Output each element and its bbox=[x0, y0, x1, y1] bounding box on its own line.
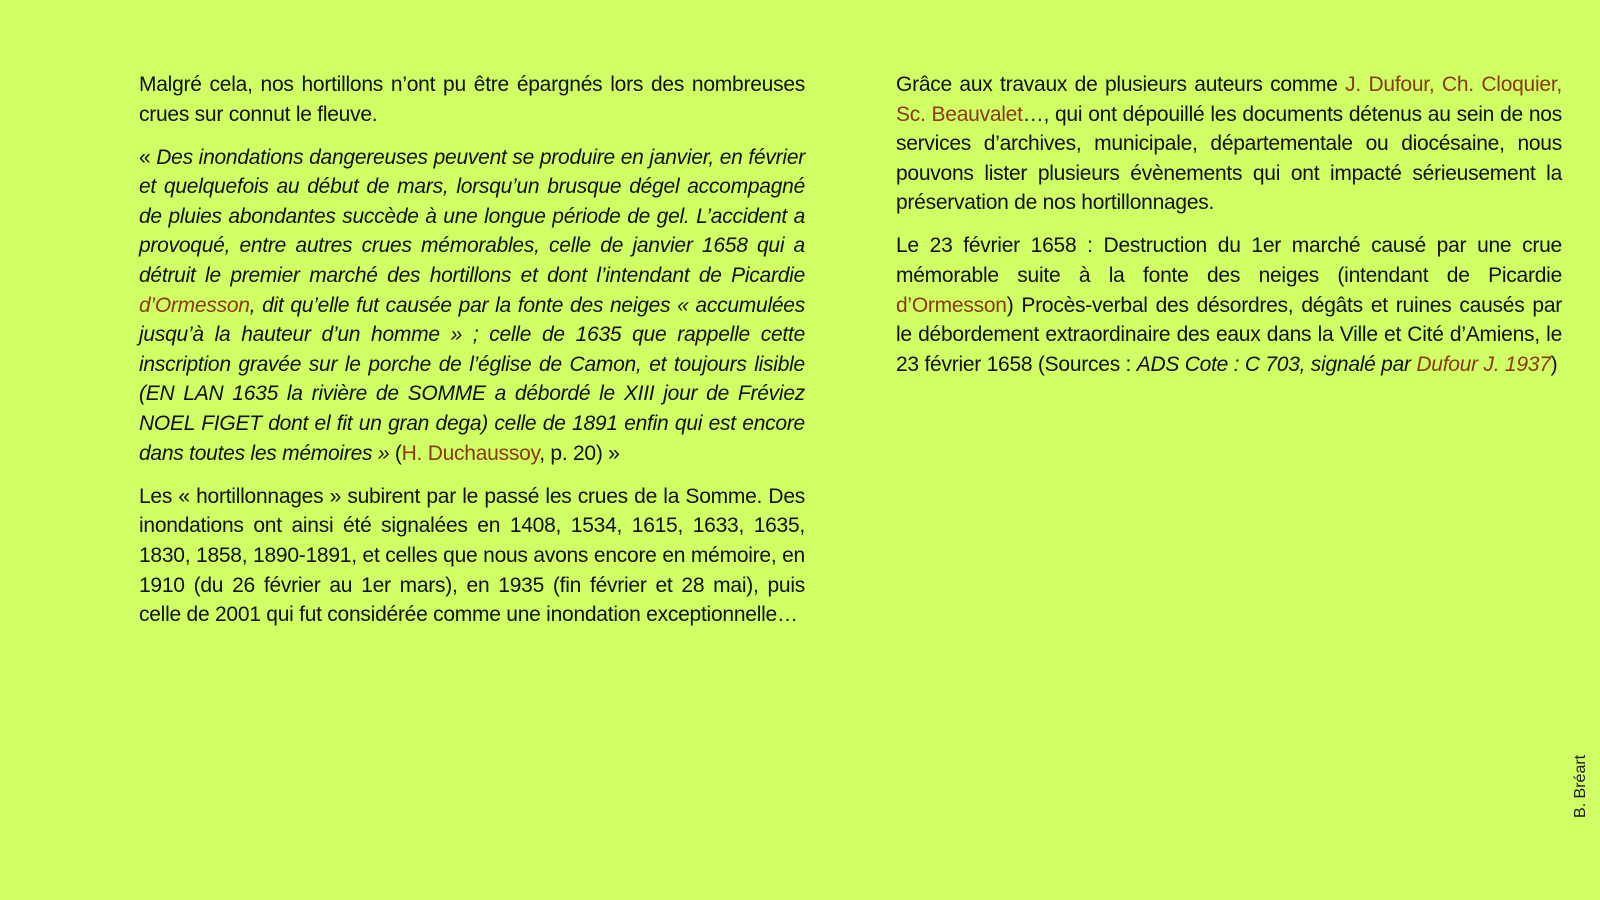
quote-text-part-2: , dit qu’elle fut causée par la fonte des neiges « accumulées jusqu’à la hauteur d’un homme » ; celle de 1635 que rappelle cette inscription gravée sur le porche de l’église de Camon, et toujours lisible (EN LAN 1635 la rivière de SOMME a débordé le XIII jour de Fréviez NOEL FIGET dont el fit un gran dega) celle de 1891 enfin qui est encore dans toutes les mémoires » bbox=[139, 293, 805, 465]
quote-open-mark: « bbox=[139, 145, 157, 169]
link-dufour[interactable]: Dufour J. 1937 bbox=[1416, 352, 1551, 376]
event-text-part-2: ) Procès-verbal des désordres, dégâts et ruines causés par le débordement extraordinaire des eaux dans la Ville et Cité d’Amiens, le 23 février 1658 (Sources : bbox=[896, 293, 1562, 376]
event-text-part-1: Le 23 février 1658 : Destruction du 1er marché causé par une crue mémorable suite à la fonte des neiges (intendant de Picardie bbox=[896, 234, 1562, 288]
archives-paragraph bbox=[896, 70, 1562, 218]
intro-paragraph: Malgré cela, nos hortillons n’ont pu être épargnés lors des nombreuses crues sur connut le fleuve. bbox=[139, 73, 805, 126]
left-column bbox=[139, 70, 805, 643]
link-authors[interactable]: J. Dufour, Ch. Cloquier, Sc. Beauvalet bbox=[896, 73, 1562, 126]
quote-paragraph bbox=[139, 143, 805, 469]
quote-ref-open: ( bbox=[389, 441, 402, 465]
event-source-italic: ADS Cote : C 703, signalé par bbox=[1136, 352, 1417, 376]
event-text-part-3: ) bbox=[1550, 352, 1558, 376]
archives-text-part-2: …, qui ont dépouillé les documents détenus au sein de nos services d’archives, municipale, départementale ou diocésaine, nous pouvons lister plusieurs évènements qui ont impacté sérieusement la préservation de nos hortillonnages. bbox=[896, 102, 1562, 215]
right-column bbox=[896, 70, 1562, 393]
event-1658-paragraph bbox=[896, 231, 1562, 379]
photo-credit: B. Bréart bbox=[1572, 754, 1589, 818]
link-ormesson-right[interactable]: d’Ormesson bbox=[896, 293, 1007, 317]
archives-text-part-1: Grâce aux travaux de plusieurs auteurs comme bbox=[896, 73, 1346, 96]
quote-text-part-1: Des inondations dangereuses peuvent se produire en janvier, en février et quelquefois au début de mars, lorsqu’un brusque dégel accompagné de pluies abondantes succède à une longue période de gel. L’accident a provoqué, entre autres crues mémorables, celle de janvier 1658 qui a détruit le premier marché des hortillons et dont l’intendant de Picardie bbox=[139, 145, 806, 288]
quote-ref-close: , p. 20) » bbox=[539, 441, 620, 465]
link-duchaussoy[interactable]: H. Duchaussoy bbox=[401, 441, 540, 465]
link-ormesson[interactable]: d’Ormesson bbox=[139, 293, 250, 317]
floods-paragraph: Les « hortillonnages » subirent par le passé les crues de la Somme. Des inondations ont ainsi été signalées en 1408, 1534, 1615, 1633, 1635, 1830, 1858, 1890-1891, et celles que nous avons encore en mémoire, en 1910 (du 26 février au 1er mars), en 1935 (fin février et 28 mai), puis celle de 2001 qui fut considérée comme une inondation exceptionnelle… bbox=[139, 484, 805, 627]
